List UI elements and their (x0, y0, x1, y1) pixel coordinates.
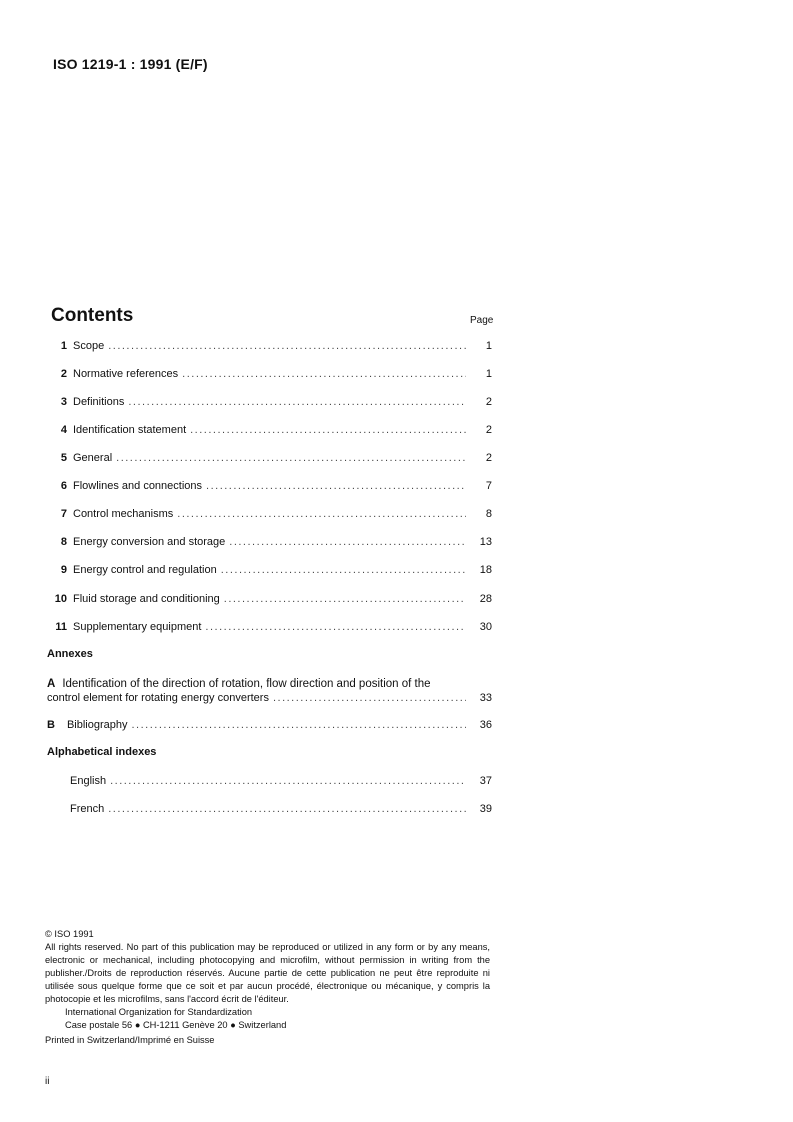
toc-number: 6 (60, 480, 67, 492)
leader-dots (116, 452, 466, 464)
toc-page: 1 (485, 340, 492, 352)
toc-page: 33 (479, 692, 492, 704)
toc-number: 5 (60, 452, 67, 464)
leader-dots (190, 424, 466, 436)
leader-dots (110, 775, 466, 787)
toc-label: Flowlines and connections (73, 480, 203, 492)
contents-title: Contents (51, 305, 134, 326)
annexes-heading: Annexes (47, 648, 93, 660)
toc-entry (47, 368, 492, 384)
toc-entry (47, 719, 492, 735)
toc-label: English (70, 775, 107, 787)
toc-page: 2 (485, 452, 492, 464)
annex-a-line2: control element for rotating energy converters (47, 692, 269, 704)
leader-dots (224, 593, 466, 605)
organization-name: International Organization for Standardization (65, 1007, 253, 1017)
toc-page: 13 (479, 536, 492, 548)
toc-label: Energy conversion and storage (73, 536, 226, 548)
toc-number: 7 (60, 508, 67, 520)
toc-page: 28 (479, 593, 492, 605)
leader-dots (108, 803, 466, 815)
toc-entry (47, 564, 492, 580)
toc-label: General (73, 452, 113, 464)
toc-number: 11 (55, 621, 67, 633)
toc-page: 39 (479, 803, 492, 815)
toc-label: Definitions (73, 396, 125, 408)
page-number: ii (45, 1076, 50, 1087)
toc-entry (70, 803, 492, 819)
toc-page: 36 (479, 719, 492, 731)
toc-label: Normative references (73, 368, 179, 380)
annex-letter: B (47, 719, 55, 731)
toc-number: 4 (60, 424, 67, 436)
toc-entry (47, 340, 492, 356)
toc-page: 8 (485, 508, 492, 520)
toc-page: 2 (485, 424, 492, 436)
leader-dots (108, 340, 466, 352)
toc-entry (47, 480, 492, 496)
toc-label: Bibliography (66, 719, 128, 731)
toc-number: 8 (60, 536, 67, 548)
leader-dots (177, 508, 466, 520)
leader-dots (273, 692, 466, 704)
toc-page: 2 (485, 396, 492, 408)
toc-label: Control mechanisms (73, 508, 174, 520)
leader-dots (221, 564, 466, 576)
page-column-label: Page (470, 315, 494, 326)
toc-page: 18 (479, 564, 492, 576)
leader-dots (205, 621, 466, 633)
toc-entry (47, 593, 492, 609)
toc-number: 1 (60, 340, 67, 352)
toc-entry (70, 775, 492, 791)
organization-address: Case postale 56 ● CH-1211 Genève 20 ● Switzerland (65, 1020, 287, 1030)
toc-number: 3 (60, 396, 67, 408)
printed-in: Printed in Switzerland/Imprimé en Suisse (45, 1035, 215, 1045)
leader-dots (182, 368, 466, 380)
annex-letter: A (47, 678, 56, 690)
toc-number: 9 (60, 564, 67, 576)
toc-label: Supplementary equipment (73, 621, 202, 633)
toc-label: Scope (73, 340, 105, 352)
leader-dots (132, 719, 467, 731)
toc-entry (47, 396, 492, 412)
annex-a-continuation (47, 692, 492, 704)
annex-a-title (47, 678, 431, 690)
toc-entry (47, 536, 492, 552)
toc-entry (47, 621, 492, 637)
rights-text: All rights reserved. No part of this publication may be reproduced or utilized in any form or by any means, electronic or mechanical, including photocopying and microfilm, without permission in writing from the publisher./Droits de reproduction réservés. Aucune partie de cette publication ne peut être reproduite ni utilisée sous quelque forme que ce soit et par aucun procédé, électronique ou mécanique, y compris la photocopie et les microfilms, sans l'accord écrit de l'éditeur. (45, 942, 490, 1004)
leader-dots (128, 396, 466, 408)
leader-dots (206, 480, 466, 492)
toc-number: 10 (54, 593, 67, 605)
toc-number: 2 (60, 368, 67, 380)
toc-page: 37 (479, 775, 492, 787)
annex-a-line1: Identification of the direction of rotation, flow direction and position of the (62, 678, 431, 690)
toc-entry (47, 424, 492, 440)
toc-page: 1 (485, 368, 492, 380)
copyright-line: © ISO 1991 (45, 929, 94, 939)
toc-page: 30 (479, 621, 492, 633)
toc-entry (47, 452, 492, 468)
leader-dots (229, 536, 466, 548)
indexes-heading: Alphabetical indexes (47, 746, 157, 758)
copyright-block (45, 928, 490, 1047)
toc-entry (47, 508, 492, 524)
toc-label: Fluid storage and conditioning (73, 593, 220, 605)
toc-label: French (70, 803, 105, 815)
toc-label: Energy control and regulation (73, 564, 217, 576)
document-header: ISO 1219-1 : 1991 (E/F) (53, 56, 208, 72)
toc-label: Identification statement (73, 424, 187, 436)
toc-page: 7 (485, 480, 492, 492)
